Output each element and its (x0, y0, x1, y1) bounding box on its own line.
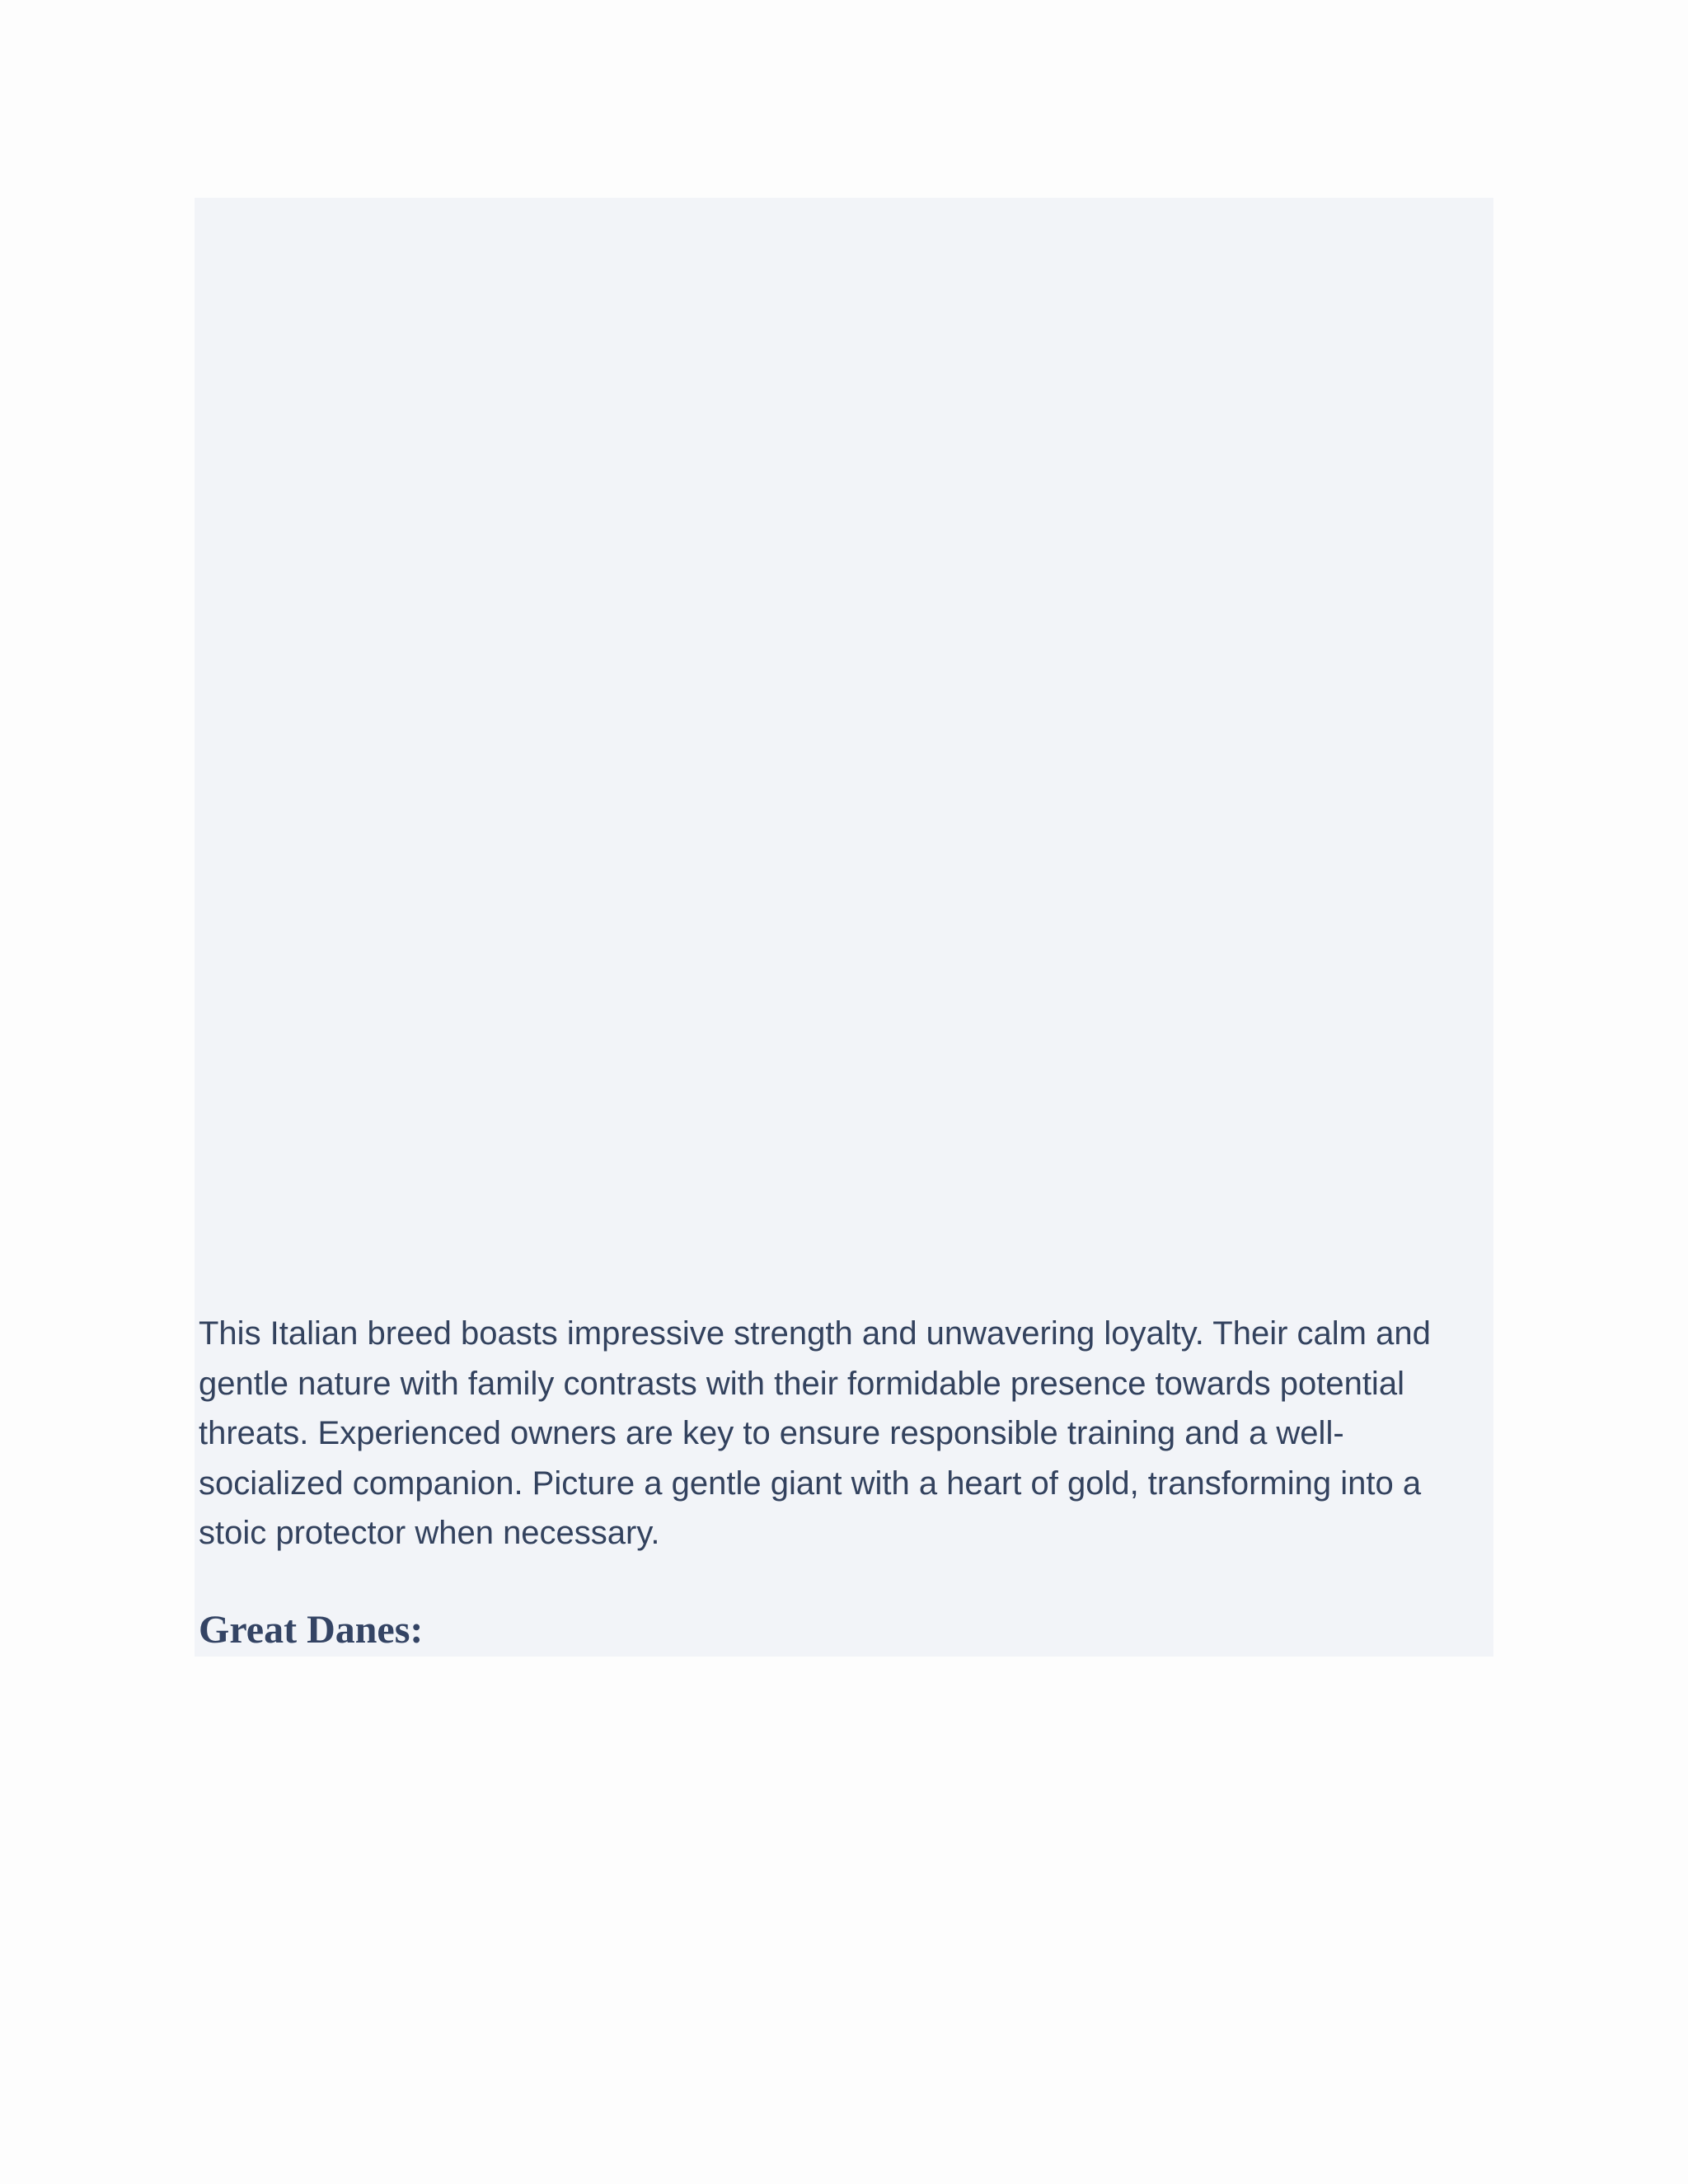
article-section (195, 198, 1493, 1657)
breed-description-paragraph: This Italian breed boasts impressive strength and unwavering loyalty. Their calm and gentle nature with family contrasts with their formidable presence towards potential threats. Experienced owners are key to ensure responsible training and a well-socialized companion. Picture a gentle giant with a heart of gold, transforming into a stoic protector when necessary. (199, 1315, 1431, 1551)
breed-image-placeholder (195, 198, 1493, 1302)
section-heading-great-danes: Great Danes: (199, 1608, 424, 1652)
